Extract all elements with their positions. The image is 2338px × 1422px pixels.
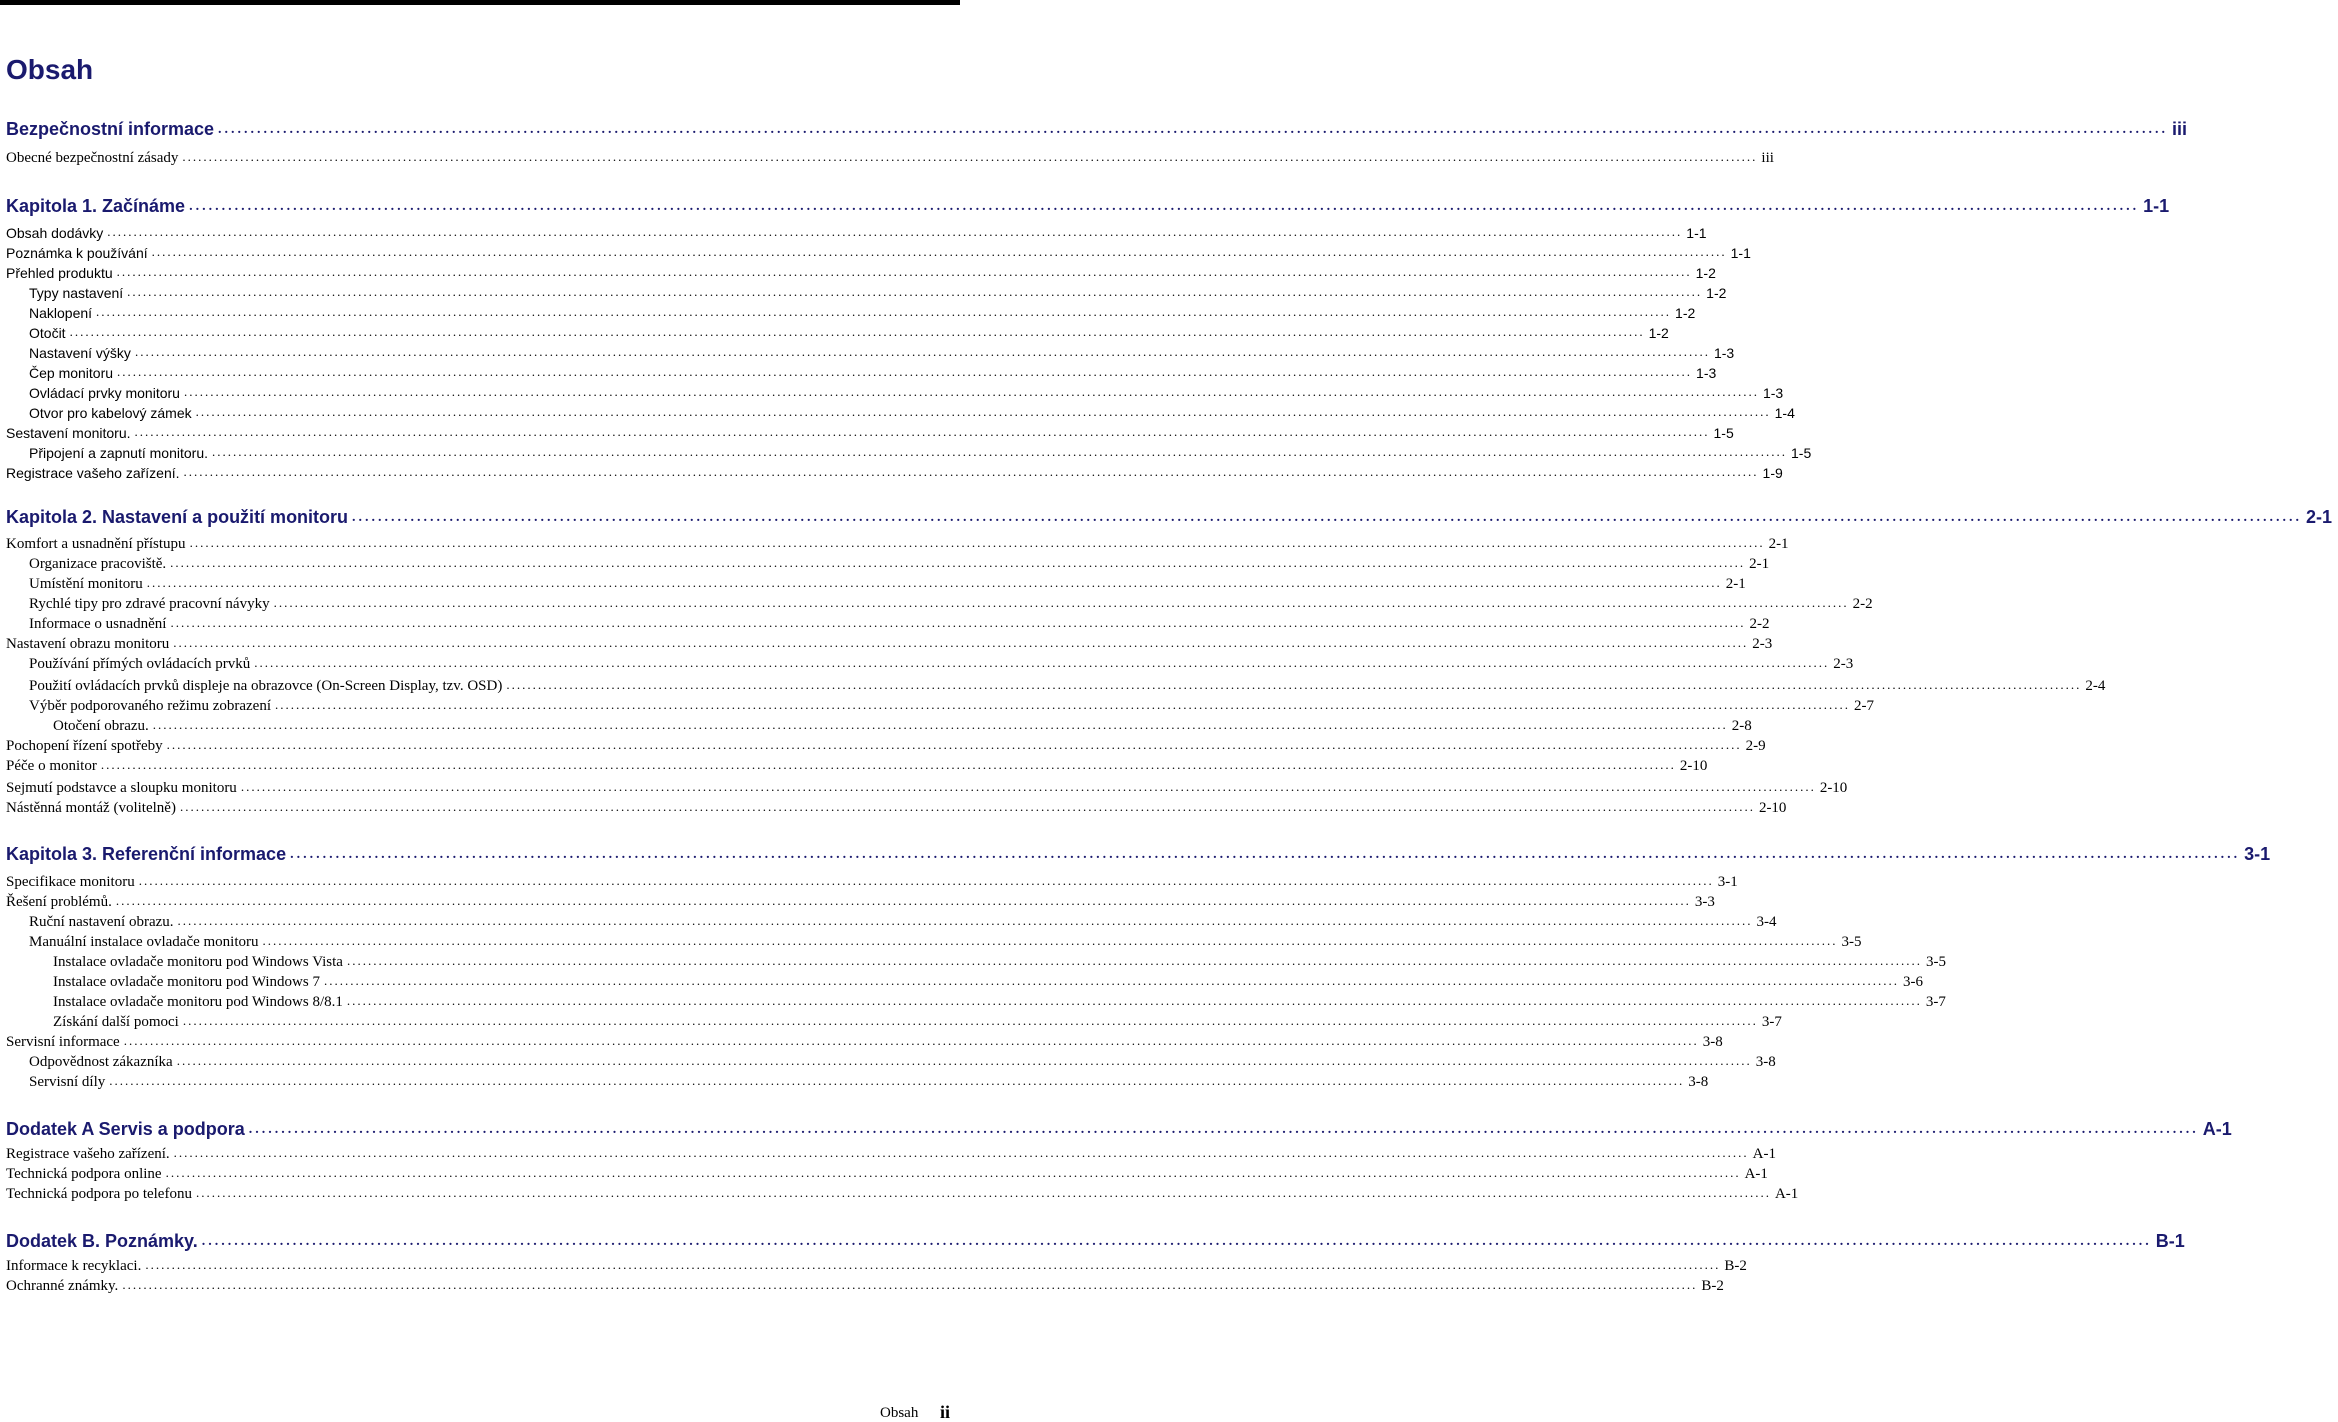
toc-entry-page: 1-5: [1713, 425, 1734, 441]
toc-entry-title: Odpovědnost zákazníka: [29, 1054, 173, 1070]
toc-entry-title: Kapitola 2. Nastavení a použití monitoru: [6, 507, 349, 527]
toc-entry[interactable]: [0, 1071, 1709, 1091]
toc-entry[interactable]: [0, 971, 1923, 991]
dot-leader: ............................................................................................................................................................................................................................................................................................................: [109, 1073, 1685, 1088]
dot-leader: ............................................................................................................................................................................................................................................................................................................: [240, 779, 1816, 794]
toc-entry-page: 1-1: [1730, 245, 1751, 261]
toc-entry[interactable]: [0, 462, 1783, 482]
dot-leader: ............................................................................................................................................................................................................................................................................................................: [69, 324, 1645, 339]
toc-entry[interactable]: [0, 573, 1746, 593]
toc-heading[interactable]: [0, 196, 2170, 217]
toc-entry[interactable]: [0, 1255, 1747, 1275]
toc-entry-page: 1-2: [1675, 305, 1696, 321]
toc-entry[interactable]: [0, 777, 1848, 797]
toc-entry-title: Instalace ovladače monitoru pod Windows 8/8.1: [53, 994, 343, 1010]
toc-entry-page: A-1: [2202, 1119, 2232, 1139]
dot-leader: ............................................................................................................................................................................................................................................................................................................: [117, 364, 1693, 379]
toc-entry-title: Získání další pomoci: [53, 1014, 179, 1030]
dot-leader: ............................................................................................................................................................................................................................................................................................................: [189, 535, 1765, 550]
dot-leader: ............................................................................................................................................................................................................................................................................................................: [218, 122, 2169, 137]
toc-entry[interactable]: [0, 1143, 1776, 1163]
toc-entry-title: Řešení problémů.: [6, 894, 112, 910]
toc-entry-page: 1-5: [1791, 445, 1812, 461]
toc-entry-title: Připojení a zapnutí monitoru.: [29, 445, 208, 461]
toc-entry[interactable]: [0, 242, 1751, 262]
dot-leader: ............................................................................................................................................................................................................................................................................................................: [122, 1277, 1698, 1292]
toc-entry-page: 1-2: [1706, 285, 1727, 301]
toc-heading[interactable]: [0, 119, 2188, 140]
toc-entry-title: Komfort a usnadnění přístupu: [6, 536, 186, 552]
toc-entry-title: Technická podpora online: [6, 1166, 162, 1182]
toc-entry[interactable]: [0, 1031, 1723, 1051]
toc-entry[interactable]: [0, 891, 1715, 911]
dot-leader: ............................................................................................................................................................................................................................................................................................................: [151, 244, 1727, 259]
toc-entry[interactable]: [0, 553, 1770, 573]
toc-entry-page: 2-3: [1752, 636, 1773, 652]
dot-leader: ............................................................................................................................................................................................................................................................................................................: [290, 847, 2241, 862]
toc-entry-page: 2-1: [1725, 576, 1746, 592]
toc-entry[interactable]: [0, 911, 1777, 931]
dot-leader: ............................................................................................................................................................................................................................................................................................................: [123, 1033, 1699, 1048]
page-title: Obsah: [6, 54, 94, 85]
dot-leader: ............................................................................................................................................................................................................................................................................................................: [346, 993, 1922, 1008]
toc-entry-title: Otvor pro kabelový zámek: [29, 405, 192, 421]
toc-entry[interactable]: [0, 951, 1946, 971]
dot-leader: ............................................................................................................................................................................................................................................................................................................: [195, 404, 1771, 419]
toc-entry-page: 3-8: [1702, 1034, 1723, 1050]
dot-leader: ............................................................................................................................................................................................................................................................................................................: [182, 149, 1758, 164]
dot-leader: ............................................................................................................................................................................................................................................................................................................: [173, 1145, 1749, 1160]
toc-entry[interactable]: [0, 533, 1789, 553]
toc-entry-title: Registrace vašeho zařízení.: [6, 465, 180, 481]
dot-leader: ............................................................................................................................................................................................................................................................................................................: [183, 384, 1759, 399]
toc-entry[interactable]: [0, 991, 1946, 1011]
toc-entry-page: 2-10: [1679, 758, 1708, 774]
toc-entry-page: 3-1: [1717, 874, 1738, 890]
toc-entry-page: 2-10: [1758, 800, 1787, 816]
toc-entry-title: Servisní díly: [29, 1074, 106, 1090]
toc-entry-title: Obecné bezpečnostní zásady: [6, 150, 179, 166]
toc-entry-title: Sestavení monitoru.: [6, 425, 131, 441]
toc-entry-page: 3-5: [1925, 954, 1946, 970]
dot-leader: ............................................................................................................................................................................................................................................................................................................: [115, 893, 1691, 908]
dot-leader: ............................................................................................................................................................................................................................................................................................................: [275, 697, 1850, 712]
toc-entry-title: Sejmutí podstavce a sloupku monitoru: [6, 780, 237, 796]
toc-entry-page: 1-9: [1762, 465, 1783, 481]
toc-entry-page: 1-3: [1762, 385, 1784, 401]
toc-entry-title: Čep monitoru: [29, 365, 114, 381]
toc-entry-title: Ochranné známky.: [6, 1278, 119, 1294]
toc-entry-title: Servisní informace: [6, 1034, 120, 1050]
toc-entry-page: 2-1: [1768, 536, 1789, 552]
toc-entry-title: Organizace pracoviště.: [29, 556, 167, 572]
toc-entry[interactable]: [0, 1275, 1724, 1295]
dot-leader: ............................................................................................................................................................................................................................................................................................................: [145, 1257, 1721, 1272]
toc-entry[interactable]: [0, 147, 1774, 167]
dot-leader: ............................................................................................................................................................................................................................................................................................................: [166, 737, 1742, 752]
toc-entry-page: 1-3: [1713, 345, 1735, 361]
dot-leader: ............................................................................................................................................................................................................................................................................................................: [134, 344, 1710, 359]
toc-entry-page: 1-3: [1696, 365, 1717, 381]
dot-leader: ............................................................................................................................................................................................................................................................................................................: [182, 1013, 1758, 1028]
toc-entry-title: Ovládací prvky monitoru: [29, 385, 180, 401]
toc-entry-page: 2-4: [2085, 678, 2106, 694]
toc-entry-title: Dodatek A Servis a podpora: [6, 1119, 245, 1139]
toc-heading[interactable]: [0, 1231, 2185, 1252]
toc-entry-page: 2-1: [1749, 556, 1770, 572]
toc-entry-page: 2-7: [1854, 698, 1874, 714]
toc-entry[interactable]: [0, 735, 1766, 755]
toc-entry[interactable]: [0, 653, 1854, 673]
toc-entry-page: 1-4: [1774, 405, 1795, 421]
toc-entry-title: Kapitola 1. Začínáme: [6, 196, 186, 216]
dot-leader: ............................................................................................................................................................................................................................................................................................................: [352, 510, 2303, 525]
toc-entry-page: 2-1: [2306, 507, 2333, 527]
toc-entry[interactable]: [0, 342, 1735, 362]
toc-entry-title: Bezpečnostní informace: [6, 119, 215, 139]
toc-entry-page: 1-1: [2143, 196, 2170, 216]
dot-leader: ............................................................................................................................................................................................................................................................................................................: [201, 1234, 2152, 1249]
toc-heading[interactable]: [0, 507, 2333, 528]
toc-entry-page: 1-2: [1648, 325, 1669, 341]
toc-entry-title: Dodatek B. Poznámky.: [6, 1231, 198, 1251]
dot-leader: ............................................................................................................................................................................................................................................................................................................: [138, 873, 1714, 888]
dot-leader: ............................................................................................................................................................................................................................................................................................................: [212, 444, 1787, 459]
toc-entry[interactable]: [0, 1163, 1768, 1183]
dot-leader: ............................................................................................................................................................................................................................................................................................................: [346, 953, 1922, 968]
toc-entry-title: Pochopení řízení spotřeby: [6, 738, 163, 754]
toc-entry[interactable]: [0, 715, 1752, 735]
toc-entry[interactable]: [0, 1051, 1776, 1071]
dot-leader: ............................................................................................................................................................................................................................................................................................................: [96, 304, 1672, 319]
toc-entry-page: iii: [2172, 119, 2188, 139]
toc-entry-title: Otočení obrazu.: [53, 718, 149, 734]
dot-leader: ............................................................................................................................................................................................................................................................................................................: [189, 199, 2140, 214]
toc-entry[interactable]: [0, 675, 2106, 695]
dot-leader: ............................................................................................................................................................................................................................................................................................................: [146, 575, 1722, 590]
toc-heading[interactable]: [0, 844, 2271, 865]
toc-entry-page: 3-6: [1902, 974, 1923, 990]
toc-heading[interactable]: [0, 1119, 2232, 1140]
toc-entry-title: Péče o monitor: [6, 758, 97, 774]
dot-leader: ............................................................................................................................................................................................................................................................................................................: [176, 1053, 1752, 1068]
toc-entry[interactable]: [0, 871, 1738, 891]
toc-entry[interactable]: [0, 362, 1717, 382]
dot-leader: ............................................................................................................................................................................................................................................................................................................: [506, 677, 2082, 692]
dot-leader: ............................................................................................................................................................................................................................................................................................................: [100, 757, 1676, 772]
footer-section-name: Obsah: [880, 1405, 919, 1421]
toc-entry-page: 3-5: [1841, 934, 1862, 950]
toc-entry-page: 3-1: [2244, 844, 2271, 864]
toc-entry-page: A-1: [1744, 1166, 1768, 1182]
toc-entry-title: Obsah dodávky: [6, 225, 104, 241]
toc-entry-page: 3-8: [1755, 1054, 1776, 1070]
toc-entry[interactable]: [0, 755, 1708, 775]
toc-entry-title: Registrace vašeho zařízení.: [6, 1146, 170, 1162]
toc-entry[interactable]: [0, 931, 1862, 951]
dot-leader: ............................................................................................................................................................................................................................................................................................................: [127, 284, 1703, 299]
toc-entry-title: Umístění monitoru: [29, 576, 143, 592]
toc-entry[interactable]: [0, 442, 1812, 462]
footer-page-number: ii: [940, 1402, 951, 1422]
toc-entry[interactable]: [0, 382, 1784, 402]
toc-entry[interactable]: [0, 222, 1707, 242]
toc-entry-title: Technická podpora po telefonu: [6, 1186, 192, 1202]
toc-entry-title: Nástěnná montáž (volitelně): [6, 800, 176, 816]
toc-entry-page: 3-4: [1756, 914, 1777, 930]
toc-entry-title: Nastavení výšky: [29, 345, 131, 361]
toc-entry[interactable]: [0, 262, 1716, 282]
dot-leader: ............................................................................................................................................................................................................................................................................................................: [165, 1165, 1741, 1180]
toc-entry[interactable]: [0, 1183, 1799, 1203]
toc-entry[interactable]: [0, 322, 1669, 342]
toc-entry-page: iii: [1761, 150, 1774, 166]
toc-entry-page: B-2: [1701, 1278, 1724, 1294]
toc-entry[interactable]: [0, 282, 1727, 302]
toc-entry-title: Výběr podporovaného režimu zobrazení: [29, 698, 271, 714]
dot-leader: ............................................................................................................................................................................................................................................................................................................: [177, 913, 1753, 928]
toc-entry-title: Informace k recyklaci.: [6, 1258, 142, 1274]
toc-entry-title: Otočit: [29, 325, 66, 341]
toc-entry-title: Přehled produktu: [6, 265, 113, 281]
toc-entry-title: Naklopení: [29, 305, 93, 321]
toc-entry[interactable]: [0, 402, 1795, 422]
toc-entry[interactable]: [0, 797, 1787, 817]
toc-entry-page: 1-2: [1695, 265, 1716, 281]
dot-leader: ............................................................................................................................................................................................................................................................................................................: [248, 1122, 2199, 1137]
toc-entry-title: Použití ovládacích prvků displeje na obrazovce (On-Screen Display, tzv. OSD): [29, 678, 503, 694]
toc-entry-title: Rychlé tipy pro zdravé pracovní návyky: [29, 596, 270, 612]
toc-entry-title: Kapitola 3. Referenční informace: [6, 844, 287, 864]
toc-entry-page: B-1: [2155, 1231, 2185, 1251]
dot-leader: ............................................................................................................................................................................................................................................................................................................: [262, 933, 1838, 948]
dot-leader: ............................................................................................................................................................................................................................................................................................................: [179, 799, 1755, 814]
toc-entry[interactable]: [0, 422, 1734, 442]
toc-entry-page: A-1: [1774, 1186, 1799, 1202]
toc-entry-page: 2-2: [1749, 616, 1770, 632]
toc-entry-page: A-1: [1752, 1146, 1776, 1162]
toc-entry[interactable]: [0, 1011, 1782, 1031]
toc-entry-page: B-2: [1724, 1258, 1747, 1274]
dot-leader: ............................................................................................................................................................................................................................................................................................................: [170, 615, 1746, 630]
toc-entry-title: Instalace ovladače monitoru pod Windows Vista: [53, 954, 343, 970]
toc-entry[interactable]: [0, 633, 1773, 653]
toc-entry-title: Ruční nastavení obrazu.: [29, 914, 174, 930]
toc-entry-page: 2-3: [1833, 656, 1854, 672]
toc-entry-page: 3-7: [1761, 1014, 1782, 1030]
toc-entry-page: 2-10: [1819, 780, 1848, 796]
toc-entry-page: 2-2: [1852, 596, 1873, 612]
dot-leader: ............................................................................................................................................................................................................................................................................................................: [152, 717, 1728, 732]
toc-entry[interactable]: [0, 302, 1696, 322]
toc-entry-title: Specifikace monitoru: [6, 874, 135, 890]
toc-entry-title: Manuální instalace ovladače monitoru: [29, 934, 259, 950]
toc-entry-page: 3-7: [1925, 994, 1946, 1010]
dot-leader: ............................................................................................................................................................................................................................................................................................................: [107, 224, 1683, 239]
dot-leader: ............................................................................................................................................................................................................................................................................................................: [254, 655, 1830, 670]
toc-entry-title: Poznámka k používání: [6, 245, 148, 261]
toc-entry[interactable]: [0, 695, 1874, 715]
toc-entry-title: Používání přímých ovládacích prvků: [29, 656, 251, 672]
toc-entry[interactable]: [0, 593, 1873, 613]
dot-leader: ............................................................................................................................................................................................................................................................................................................: [323, 973, 1899, 988]
dot-leader: ............................................................................................................................................................................................................................................................................................................: [195, 1185, 1771, 1200]
toc-entry-page: 3-8: [1688, 1074, 1709, 1090]
toc-entry-page: 2-9: [1745, 738, 1766, 754]
toc-entry-page: 2-8: [1731, 718, 1752, 734]
dot-leader: ............................................................................................................................................................................................................................................................................................................: [273, 595, 1849, 610]
toc-entry-title: Nastavení obrazu monitoru: [6, 636, 170, 652]
toc-entry[interactable]: [0, 613, 1770, 633]
toc-entry-page: 1-1: [1686, 225, 1707, 241]
toc-entry-title: Instalace ovladače monitoru pod Windows 7: [53, 974, 320, 990]
dot-leader: ............................................................................................................................................................................................................................................................................................................: [116, 264, 1692, 279]
dot-leader: ............................................................................................................................................................................................................................................................................................................: [134, 424, 1710, 439]
dot-leader: ............................................................................................................................................................................................................................................................................................................: [173, 635, 1749, 650]
dot-leader: ............................................................................................................................................................................................................................................................................................................: [170, 555, 1746, 570]
toc-entry-page: 3-3: [1694, 894, 1715, 910]
dot-leader: ............................................................................................................................................................................................................................................................................................................: [183, 464, 1759, 479]
toc-entry-title: Informace o usnadnění: [29, 616, 167, 632]
toc-entry-title: Typy nastavení: [29, 285, 124, 301]
